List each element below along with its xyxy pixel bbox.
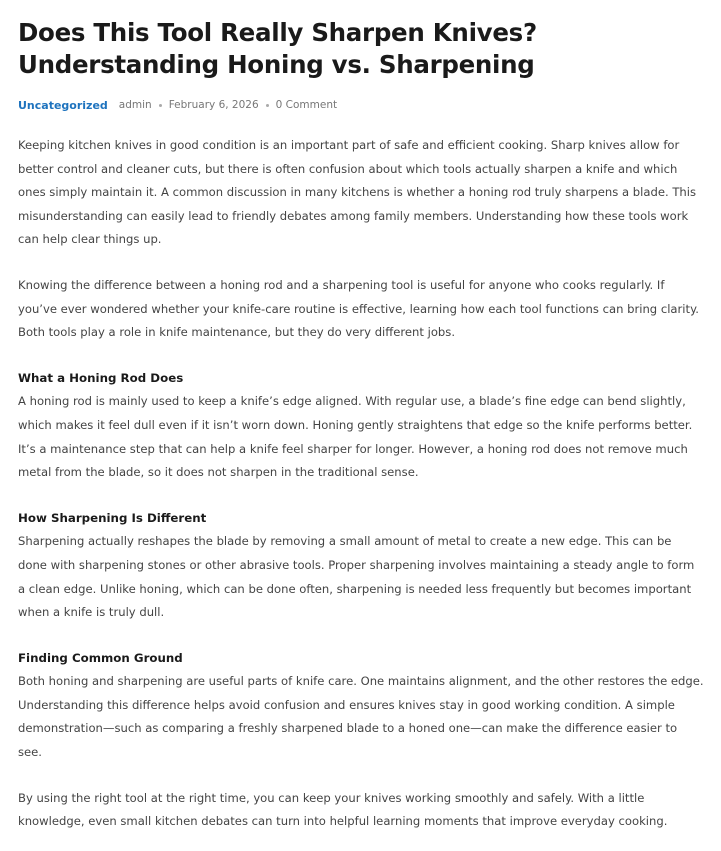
intro-paragraph: Keeping kitchen knives in good condition is an important part of safe and efficient cooking. Sharp knives allow for better control and cleaner cuts, but there is often confusion about which tools actually sharpen a knife and which ones simply maintain it. A common discussion in many kitchens is whether a honing rod truly sharpens a blade. This misunderstanding can easily lead to friendly debates among family members. Understanding how these tools work can help clear things up. [18, 138, 697, 247]
article-content [18, 134, 704, 834]
comments-link[interactable]: 0 Comment [275, 99, 338, 111]
section-heading: How Sharpening Is Different [18, 510, 207, 525]
section-heading: Finding Common Ground [18, 650, 183, 665]
article-title: Does This Tool Really Sharpen Knives? Understanding Honing vs. Sharpening [18, 18, 537, 79]
section-paragraph: Both honing and sharpening are useful parts of knife care. One maintains alignment, and the other restores the edge. Understanding this difference helps avoid confusion and ensures knives stay in good working condition. A simple demonstration—such as comparing a freshly sharpened blade to a honed one—can make the difference easier to see. [18, 674, 704, 760]
meta-separator-dot [159, 104, 162, 107]
section-paragraph: Sharpening actually reshapes the blade by removing a small amount of metal to create a new edge. This can be done with sharpening stones or other abrasive tools. Proper sharpening involves maintaining a steady angle to form a clean edge. Unlike honing, which can be done often, sharpening is needed less frequently but becomes important when a knife is truly dull. [18, 534, 695, 620]
section-paragraph: A honing rod is mainly used to keep a knife’s edge aligned. With regular use, a blade’s fine edge can bend slightly, which makes it feel dull even if it isn’t worn down. Honing gently straightens that edge so the knife performs better. It’s a maintenance step that can help a knife feel sharper for longer. However, a honing rod does not remove much metal from the blade, so it does not sharpen in the traditional sense. [18, 394, 693, 480]
section-sharpening [18, 507, 704, 625]
meta-separator-dot [266, 104, 269, 107]
section-heading: What a Honing Rod Does [18, 370, 184, 385]
section-honing-rod [18, 367, 704, 485]
intro-paragraph: Knowing the difference between a honing rod and a sharpening tool is useful for anyone who cooks regularly. If you’ve ever wondered whether your knife-care routine is effective, learning how each tool functions can bring clarity. Both tools play a role in knife maintenance, but they do very different jobs. [18, 277, 699, 340]
post-date[interactable]: February 6, 2026 [168, 99, 259, 111]
post-meta [18, 96, 703, 114]
closing-paragraph: By using the right tool at the right time, you can keep your knives working smoothly and safely. With a little knowledge, even small kitchen debates can turn into helpful learning moments that improve everyday cooking. [18, 790, 668, 829]
section-common-ground [18, 647, 704, 765]
author-link[interactable]: admin [118, 99, 152, 111]
category-link[interactable]: Uncategorized [18, 98, 108, 112]
